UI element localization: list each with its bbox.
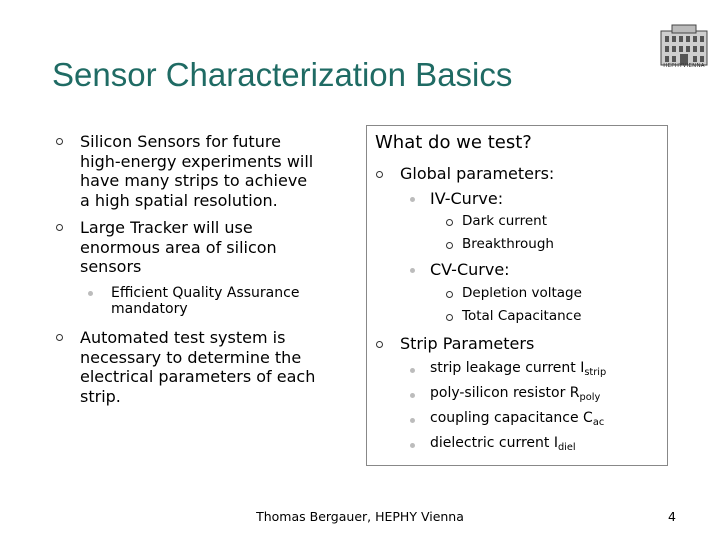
bullet-dot-icon	[410, 368, 415, 373]
poly-silicon-resistor	[430, 385, 600, 406]
logo-caption: HEPHYVIENNA	[663, 63, 705, 69]
strip-leakage-sub: strip	[584, 367, 607, 378]
text-line: strip.	[80, 386, 121, 406]
total-capacitance: Total Capacitance	[462, 308, 582, 324]
bullet-ring-icon	[56, 138, 63, 145]
text-line: have many strips to achieve	[80, 171, 308, 190]
text-line: electrical parameters of each	[80, 367, 316, 386]
bullet-ring-icon	[56, 224, 63, 231]
box-title: What do we test?	[375, 132, 532, 153]
global-parameters: Global parameters:	[400, 164, 555, 183]
bullet-large-tracker	[80, 218, 277, 277]
bullet-ring-icon	[446, 291, 453, 298]
bullet-ring-icon	[446, 242, 453, 249]
iv-curve: IV-Curve:	[430, 189, 504, 208]
text-line: necessary to determine the	[80, 347, 302, 367]
slide-title: Sensor Characterization Basics	[52, 56, 513, 93]
coupling-cap-label: coupling capacitance C	[430, 410, 593, 426]
strip-parameters: Strip Parameters	[400, 334, 535, 353]
bullet-ring-icon	[376, 341, 383, 348]
poly-resistor-label: poly-silicon resistor R	[430, 385, 580, 401]
text-line: Silicon Sensors for future	[80, 132, 281, 151]
text-line: high-energy experiments will	[80, 151, 314, 171]
page-number: 4	[668, 509, 676, 524]
strip-leakage-label: strip leakage current I	[430, 360, 585, 376]
bullet-ring-icon	[446, 314, 453, 321]
text-line: a high spatial resolution.	[80, 190, 278, 210]
footer-author: Thomas Bergauer, HEPHY Vienna	[256, 509, 464, 524]
bullet-dot-icon	[410, 443, 415, 448]
strip-leakage-current	[430, 360, 606, 381]
dielectric-label: dielectric current I	[430, 435, 558, 451]
text-line: Efficient Quality Assurance	[111, 285, 300, 301]
depletion-voltage: Depletion voltage	[462, 285, 582, 301]
cv-curve: CV-Curve:	[430, 260, 510, 279]
text-line: Automated test system is	[80, 328, 286, 347]
dark-current: Dark current	[462, 213, 548, 229]
coupling-capacitance	[430, 410, 604, 431]
bullet-dot-icon	[410, 393, 415, 398]
bullet-ring-icon	[446, 219, 453, 226]
poly-resistor-sub: poly	[579, 392, 601, 403]
dielectric-sub: diel	[557, 442, 576, 453]
bullet-dot-icon	[410, 197, 415, 202]
bullet-dot-icon	[88, 291, 93, 296]
coupling-cap-sub: ac	[592, 417, 605, 428]
text-line: mandatory	[111, 301, 188, 317]
bullet-silicon-sensors	[80, 132, 313, 210]
breakthrough: Breakthrough	[462, 236, 554, 252]
bullet-ring-icon	[56, 334, 63, 341]
text-line: enormous area of silicon	[80, 237, 277, 257]
bullet-ring-icon	[376, 171, 383, 178]
bullet-dot-icon	[410, 268, 415, 273]
text-line: Large Tracker will use	[80, 218, 253, 237]
bullet-dot-icon	[410, 418, 415, 423]
bullet-automated-test	[80, 328, 315, 406]
sub-bullet-quality-assurance	[111, 285, 299, 317]
dielectric-current	[430, 435, 576, 456]
text-line: sensors	[80, 257, 142, 276]
